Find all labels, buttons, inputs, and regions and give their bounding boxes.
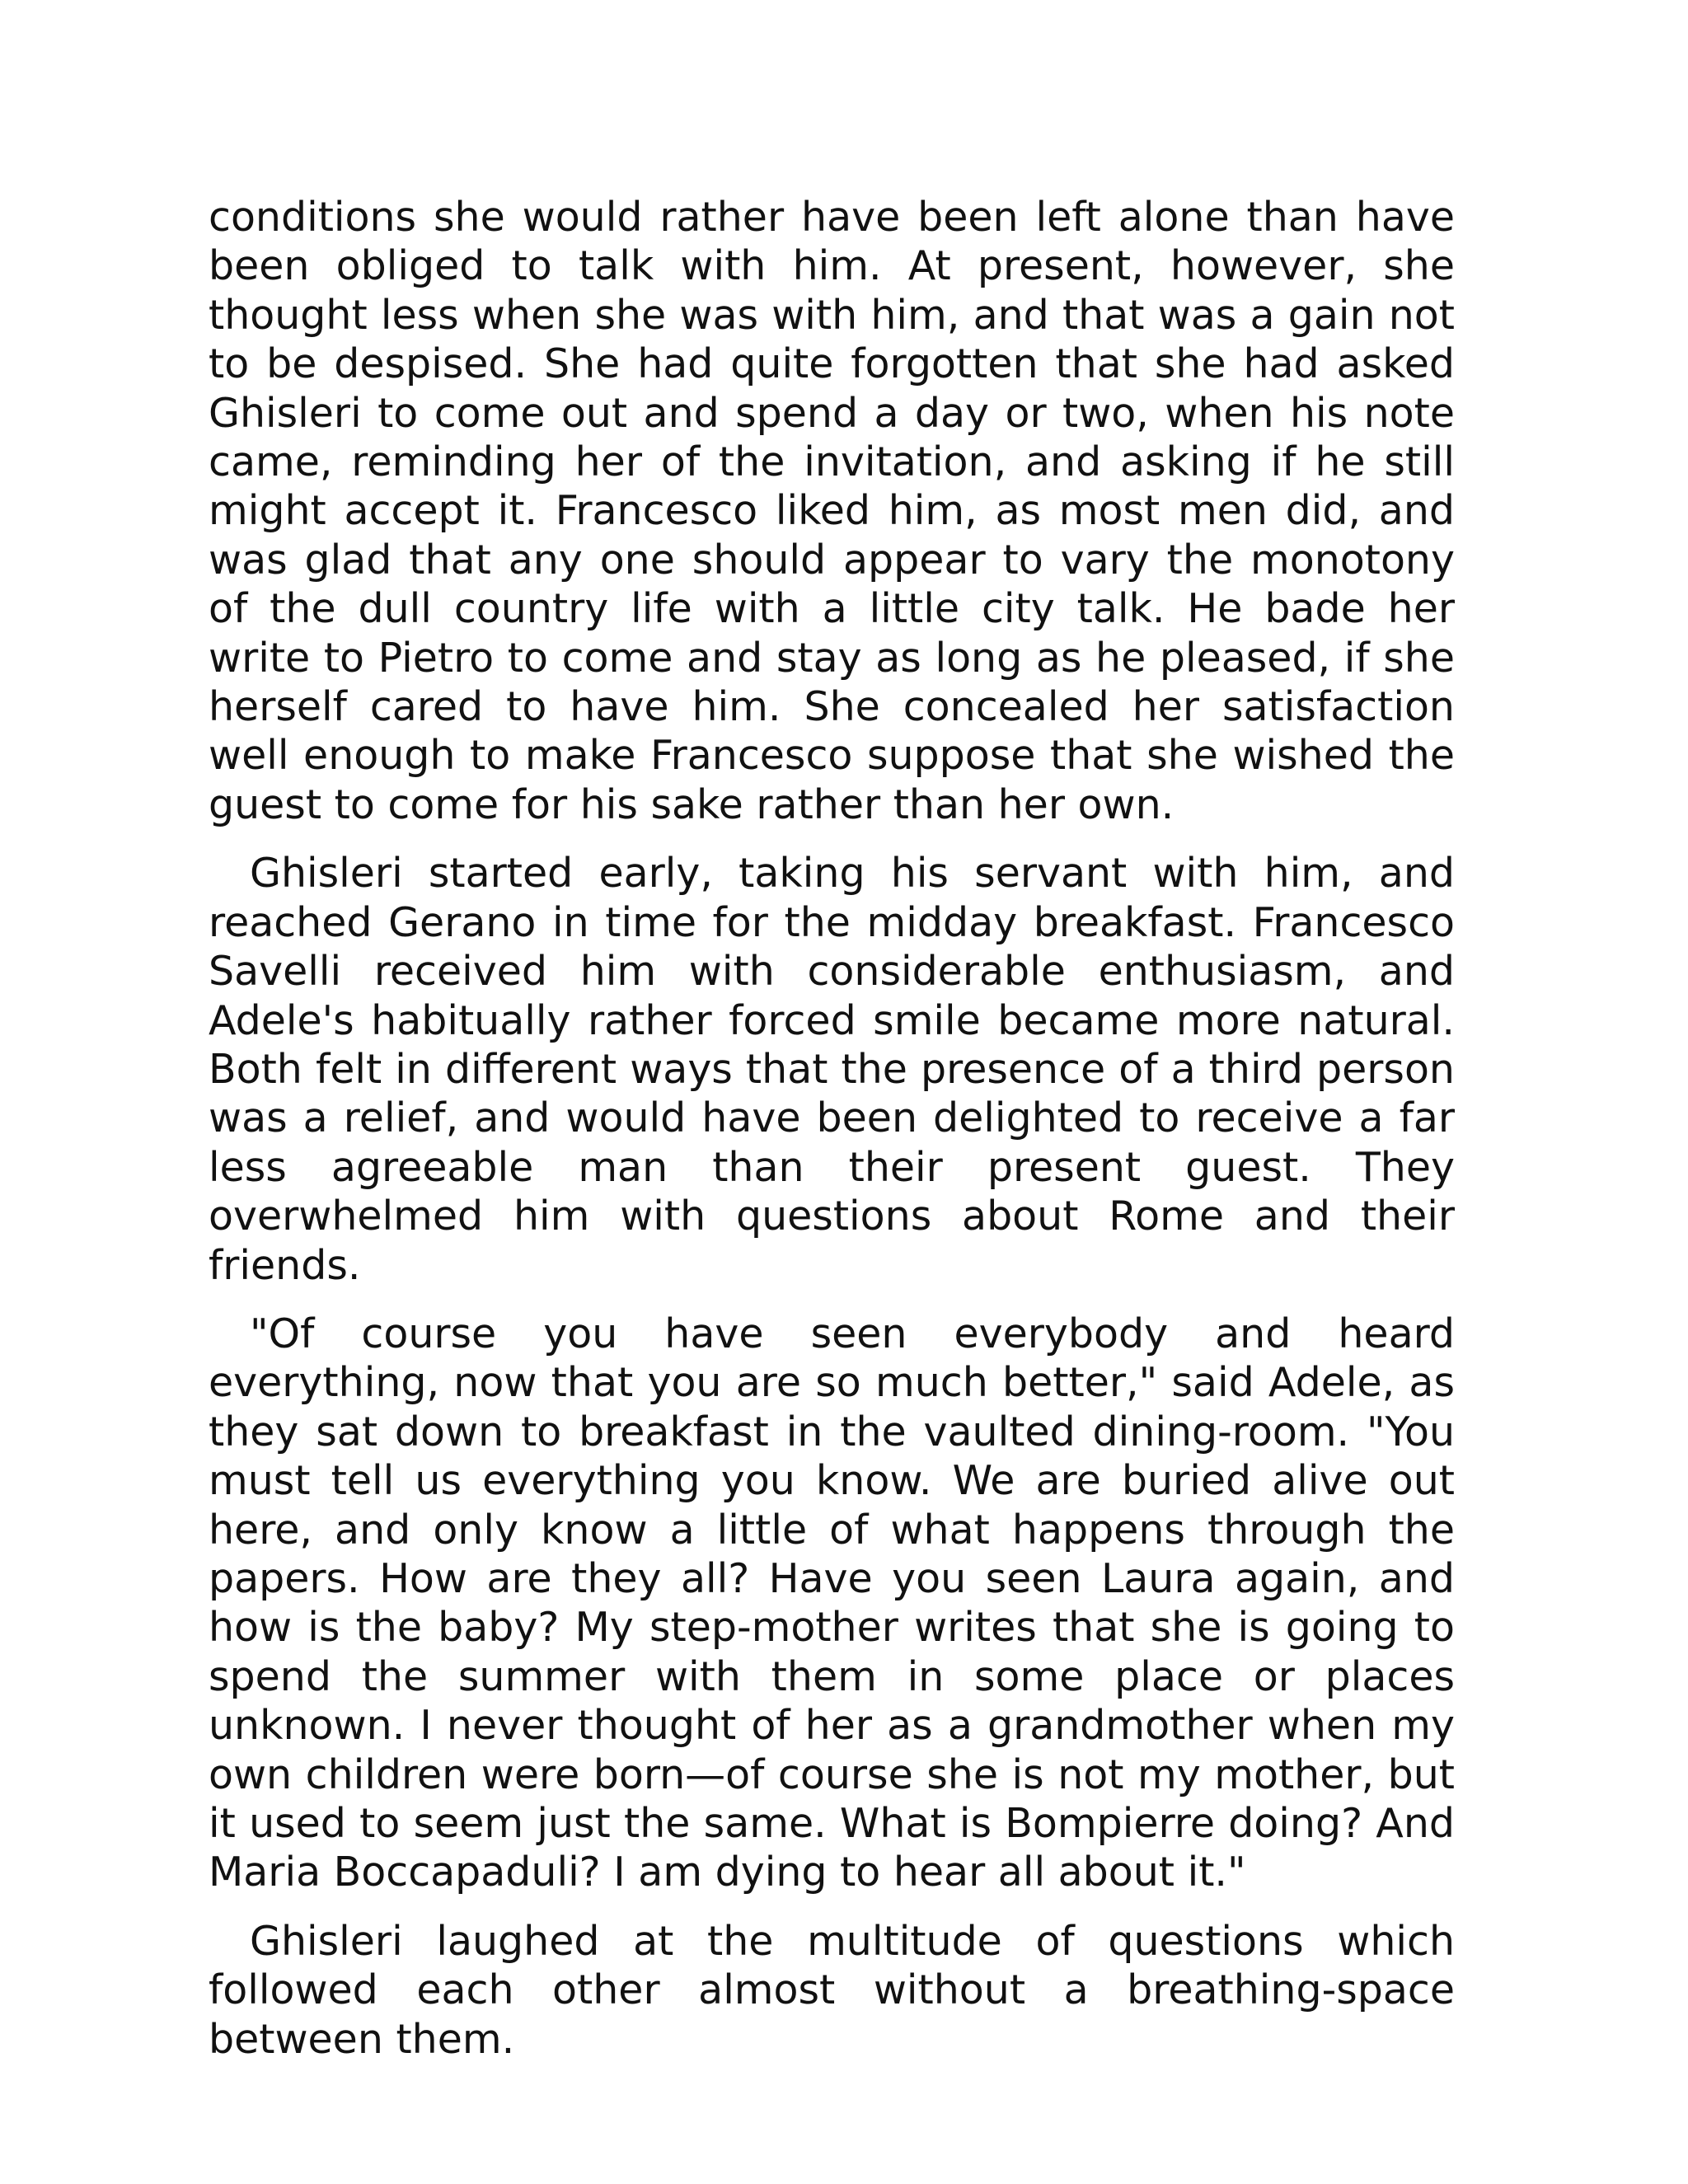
paragraph-3: "Of course you have seen everybody and heard everything, now that you are so much better," said Adele, as they sat down to breakfast in the vaulted dining-room. "You must tell us everything you know. We are buried alive out here, and only know a little of what happens through the papers. How are they all? Have you seen Laura again, and how is the baby? My step-mother writes that she is going to spend the summer with them in some place or places unknown. I never thought of her as a grandmother when my own children were born—of course she is not my mother, but it used to seem just the same. What is Bompierre doing? And Maria Boccapaduli? I am dying to hear all about it." <box>209 1310 1455 1896</box>
paragraph-2: Ghisleri started early, taking his servant with him, and reached Gerano in time for the midday breakfast. Francesco Savelli received him with considerable enthusiasm, and Adele's habitually rather forced smile became more natural. Both felt in different ways that the presence of a third person was a relief, and would have been delighted to receive a far less agreeable man than their present guest. They overwhelmed him with questions about Rome and their friends. <box>209 850 1455 1289</box>
book-page <box>209 193 1455 2083</box>
paragraph-1: conditions she would rather have been left alone than have been obliged to talk with him. At present, however, she thought less when she was with him, and that was a gain not to be despised. She had quite forgotten that she had asked Ghisleri to come out and spend a day or two, when his note came, reminding her of the invitation, and asking if he still might accept it. Francesco liked him, as most men did, and was glad that any one should appear to vary the monotony of the dull country life with a little city talk. He bade her write to Pietro to come and stay as long as he pleased, if she herself cared to have him. She concealed her satisfaction well enough to make Francesco suppose that she wished the guest to come for his sake rather than her own. <box>209 194 1455 828</box>
paragraph-4: Ghisleri laughed at the multitude of questions which followed each other almost without a breathing-space between them. <box>209 1917 1455 2063</box>
